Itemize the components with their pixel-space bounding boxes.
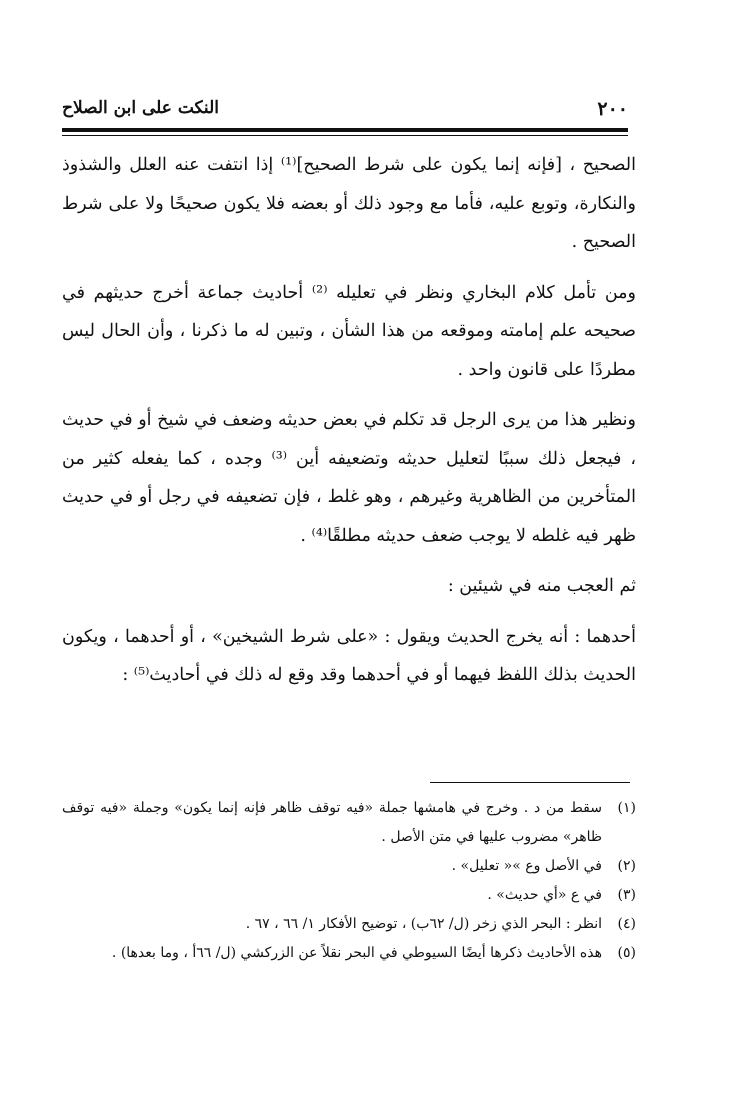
header-rule-thick: [62, 128, 628, 132]
paragraph-5: أحدهما : أنه يخرج الحديث ويقول : «على شرط الشيخين» ، أو أحدهما ، ويكون الحديث بذلك اللفظ فيهما أو في أحدهما وقد وقع له ذلك في أحاديث⁽⁵⁾ :: [62, 626, 636, 685]
footnote-text: في الأصل وع »« تعليل» .: [451, 858, 602, 874]
footnote-2: [62, 852, 636, 881]
footnote-number: (٣): [617, 887, 636, 903]
footnote-separator: [430, 782, 630, 783]
footnote-number: (٤): [617, 916, 636, 932]
footnote-number: (١): [617, 800, 636, 816]
footnote-1: [62, 794, 636, 852]
page-number: ٢٠٠: [597, 98, 628, 120]
footnotes: [62, 794, 636, 968]
main-text: [62, 146, 636, 707]
header-rule-thin: [62, 135, 628, 136]
footnote-5: [62, 939, 636, 968]
footnote-text: انظر : البحر الذي زخر (ل/ ٦٢ب) ، توضيح الأفكار ١/ ٦٦ ، ٦٧ .: [245, 916, 602, 932]
paragraph-4: ثم العجب منه في شيئين :: [447, 576, 636, 596]
running-title: النكت على ابن الصلاح: [62, 98, 219, 118]
paragraph-3: ونظير هذا من يرى الرجل قد تكلم في بعض حديثه وضعف في شيخ أو في حديث ، فيجعل ذلك سببًا لتعليل حديثه وتضعيفه أين ⁽³⁾ وجده ، كما يفعله كثير من المتأخرين من الظاهرية وغيرهم ، وهو غلط ، فإن تضعيفه في رجل أو في حديث ظهر فيه غلطه لا يوجب ضعف حديثه مطلقًا⁽⁴⁾ .: [62, 410, 636, 546]
footnote-number: (٥): [617, 945, 636, 961]
footnote-text: في ع «أي حديث» .: [487, 887, 602, 903]
footnote-3: [62, 881, 636, 910]
paragraph-2: ومن تأمل كلام البخاري ونظر في تعليله ⁽²⁾ أحاديث جماعة أخرج حديثهم في صحيحه علم إمامته وموقعه من هذا الشأن ، وتبين له ما ذكرنا ، وأن الحال ليس مطردًا على قانون واحد .: [62, 282, 637, 380]
footnote-4: [62, 910, 636, 939]
footnote-text: سقط من د . وخرج في هامشها جملة «فيه توقف ظاهر فإنه إنما يكون» وجملة «فيه توقف ظاهر» مضروب عليها في متن الأصل .: [62, 800, 602, 845]
footnote-text: هذه الأحاديث ذكرها أيضًا السيوطي في البحر نقلاً عن الزركشي (ل/ ٦٦أ ، وما بعدها) .: [111, 945, 602, 961]
paragraph-1: الصحيح ، [فإنه إنما يكون على شرط الصحيح]⁽¹⁾ إذا انتفت عنه العلل والشذوذ والنكارة، وتوبع عليه، فأما مع وجود ذلك أو بعضه فلا يكون صحيحًا ولا على شرط الصحيح .: [62, 155, 636, 252]
footnote-number: (٢): [617, 858, 636, 874]
page-header: [62, 96, 628, 128]
